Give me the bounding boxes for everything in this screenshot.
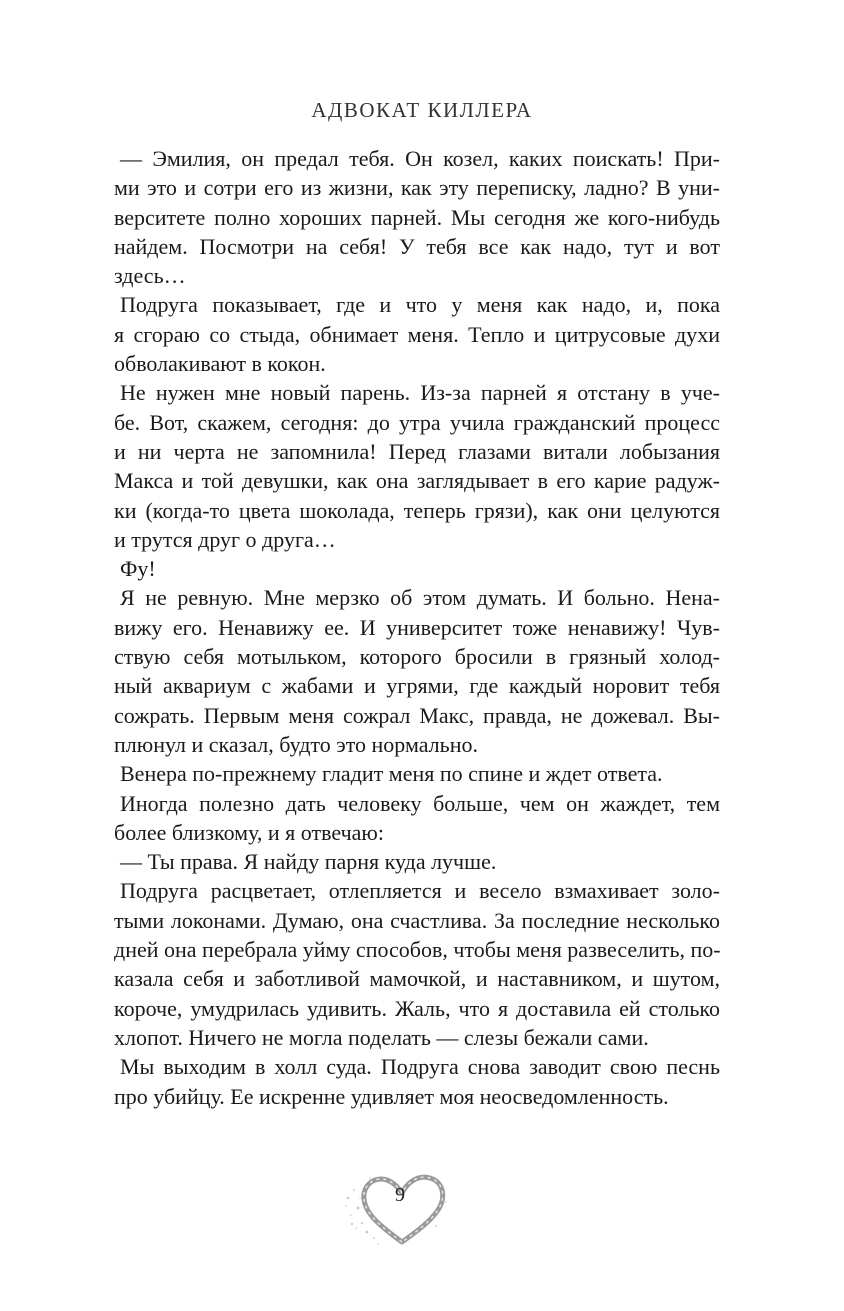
paragraph [114,554,720,583]
page-number: 9 [395,1184,405,1206]
text-line: вижу его. Ненавижу ее. И университет тоже ненавижу! Чув- [114,614,720,640]
paragraph [114,1052,720,1111]
text-line: сожрать. Первым меня сожрал Макс, правда, не дожевал. Вы- [114,702,720,728]
text-line: короче, умудрилась удивить. Жаль, что я доставила ей столько [114,995,720,1021]
paragraph [114,876,720,1052]
paragraph [114,290,720,378]
text-line: здесь… [114,263,186,289]
text-line: хлопот. Ничего не могла поделать — слезы бежали сами. [114,1024,649,1050]
paragraph [114,583,720,759]
running-head: АДВОКАТ КИЛЛЕРА [311,98,533,122]
text-line: про убийцу. Ее искренне удивляет моя неосведомленность. [114,1083,669,1109]
text-line: верситете полно хороших парней. Мы сегодня же кого-нибудь [114,204,720,230]
text-line: Не нужен мне новый парень. Из-за парней я отстану в уче- [120,380,720,406]
text-line: тыми локонами. Думаю, она счастлива. За последние несколько [114,907,720,933]
heart-icon [340,1168,460,1248]
paragraph [114,789,720,848]
text-line: обволакивают в кокон. [114,351,326,377]
text-line: Иногда полезно дать человеку больше, чем он жаждет, тем [120,790,720,816]
text-line: более близкому, и я отвечаю: [114,819,384,845]
text-line: — Ты права. Я найду парня куда лучше. [120,849,497,875]
text-line: я сгораю со стыда, обнимает меня. Тепло и цитрусовые духи [114,321,720,347]
text-line: ми это и сотри его из жизни, как эту переписку, ладно? В уни- [114,175,720,201]
text-line: и трутся друг о друга… [114,526,336,552]
body-text [114,144,720,1111]
text-line: ки (когда-то цвета шоколада, теперь грязи), как они целуются [114,497,720,523]
text-line: дней она перебрала уйму способов, чтобы меня развеселить, по- [114,937,721,963]
text-line: Подруга показывает, где и что у меня как надо, и, пока [120,292,720,318]
text-line: — Эмилия, он предал тебя. Он козел, каких поискать! При- [120,146,720,171]
text-line: бе. Вот, скажем, сегодня: до утра учила гражданский процесс [114,409,720,435]
text-line: ный аквариум с жабами и угрями, где каждый норовит тебя [114,673,720,699]
page-folio [340,1168,450,1248]
paragraph [114,759,720,788]
text-line: найдем. Посмотри на себя! У тебя все как надо, тут и вот [114,233,720,259]
text-line: Мы выходим в холл суда. Подруга снова заводит свою песнь [120,1054,720,1080]
paragraph [114,378,720,554]
text-line: и ни черта не запомнила! Перед глазами витали лобызания [114,438,720,464]
text-line: Подруга расцветает, отлепляется и весело взмахивает золо- [120,878,720,904]
paragraph [114,847,720,876]
paragraph [114,144,720,290]
text-line: плюнул и сказал, будто это нормально. [114,731,478,757]
text-line: казала себя и заботливой мамочкой, и наставником, и шутом, [114,966,720,992]
text-line: ствую себя мотыльком, которого бросили в грязный холод- [114,644,720,670]
text-line: Венера по-прежнему гладит меня по спине и ждет ответа. [120,761,663,787]
text-line: Фу! [120,556,156,582]
text-line: Макса и той девушки, как она заглядывает в его карие радуж- [114,468,720,494]
text-line: Я не ревную. Мне мерзко об этом думать. И больно. Нена- [120,585,720,611]
